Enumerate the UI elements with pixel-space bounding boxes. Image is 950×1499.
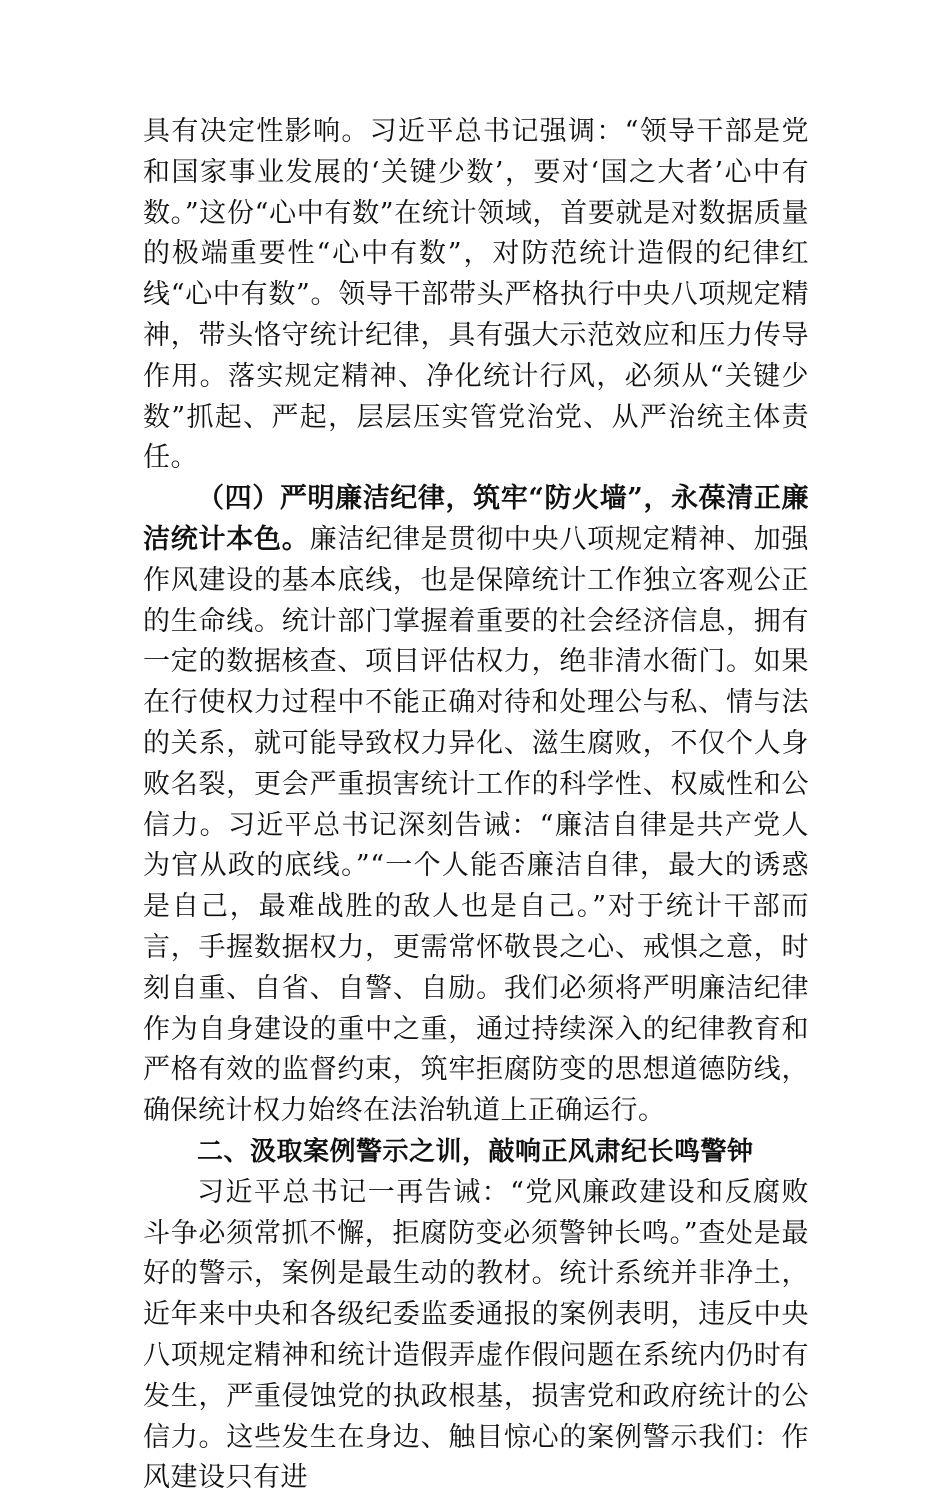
document-page: [143, 112, 809, 1499]
continuation-paragraph: 具有决定性影响。习近平总书记强调：“领导干部是党和国家事业发展的‘关键少数’，要对‘国之大者’心中有数。”这份“心中有数”在统计领域，首要就是对数据质量的极端重要性“心中有数”，对防范统计造假的纪律红线“心中有数”。领导干部带头严格执行中央八项规定精神，带头恪守统计纪律，具有强大示范效应和压力传导作用。落实规定精神、净化统计行风，必须从“关键少数”抓起、严起，层层压实管党治党、从严治统主体责任。: [143, 116, 809, 474]
section-four-paragraph: [143, 479, 809, 1132]
section-four-lead: （四）严明廉洁纪律，筑牢“防火墙”，永葆清正廉洁统计本色。: [143, 483, 809, 555]
section-two-heading: 二、汲取案例警示之训，敲响正风肃纪长鸣警钟: [197, 1136, 754, 1167]
section-two-paragraph: 习近平总书记一再告诫：“党风廉政建设和反腐败斗争必须常抓不懈，拒腐防变必须警钟长鸣。”查处是最好的警示，案例是最生动的教材。统计系统并非净土，近年来中央和各级纪委监委通报的案例表明，违反中央八项规定精神和统计造假弄虚作假问题在系统内仍时有发生，严重侵蚀党的执政根基，损害党和政府统计的公信力。这些发生在身边、触目惊心的案例警示我们：作风建设只有进: [143, 1176, 809, 1494]
section-four-body: 廉洁纪律是贯彻中央八项规定精神、加强作风建设的基本底线，也是保障统计工作独立客观公正的生命线。统计部门掌握着重要的社会经济信息，拥有一定的数据核查、项目评估权力，绝非清水衙门。如果在行使权力过程中不能正确对待和处理公与私、情与法的关系，就可能导致权力异化、滋生腐败，不仅个人身败名裂，更会严重损害统计工作的科学性、权威性和公信力。习近平总书记深刻告诫：“廉洁自律是共产党人为官从政的底线。”“一个人能否廉洁自律，最大的诱惑是自己，最难战胜的敌人也是自己。”对于统计干部而言，手握数据权力，更需常怀敬畏之心、戒惧之意，时刻自重、自省、自警、自励。我们必须将严明廉洁纪律作为自身建设的重中之重，通过持续深入的纪律教育和严格有效的监督约束，筑牢拒腐防变的思想道德防线，确保统计权力始终在法治轨道上正确运行。: [143, 523, 810, 1127]
